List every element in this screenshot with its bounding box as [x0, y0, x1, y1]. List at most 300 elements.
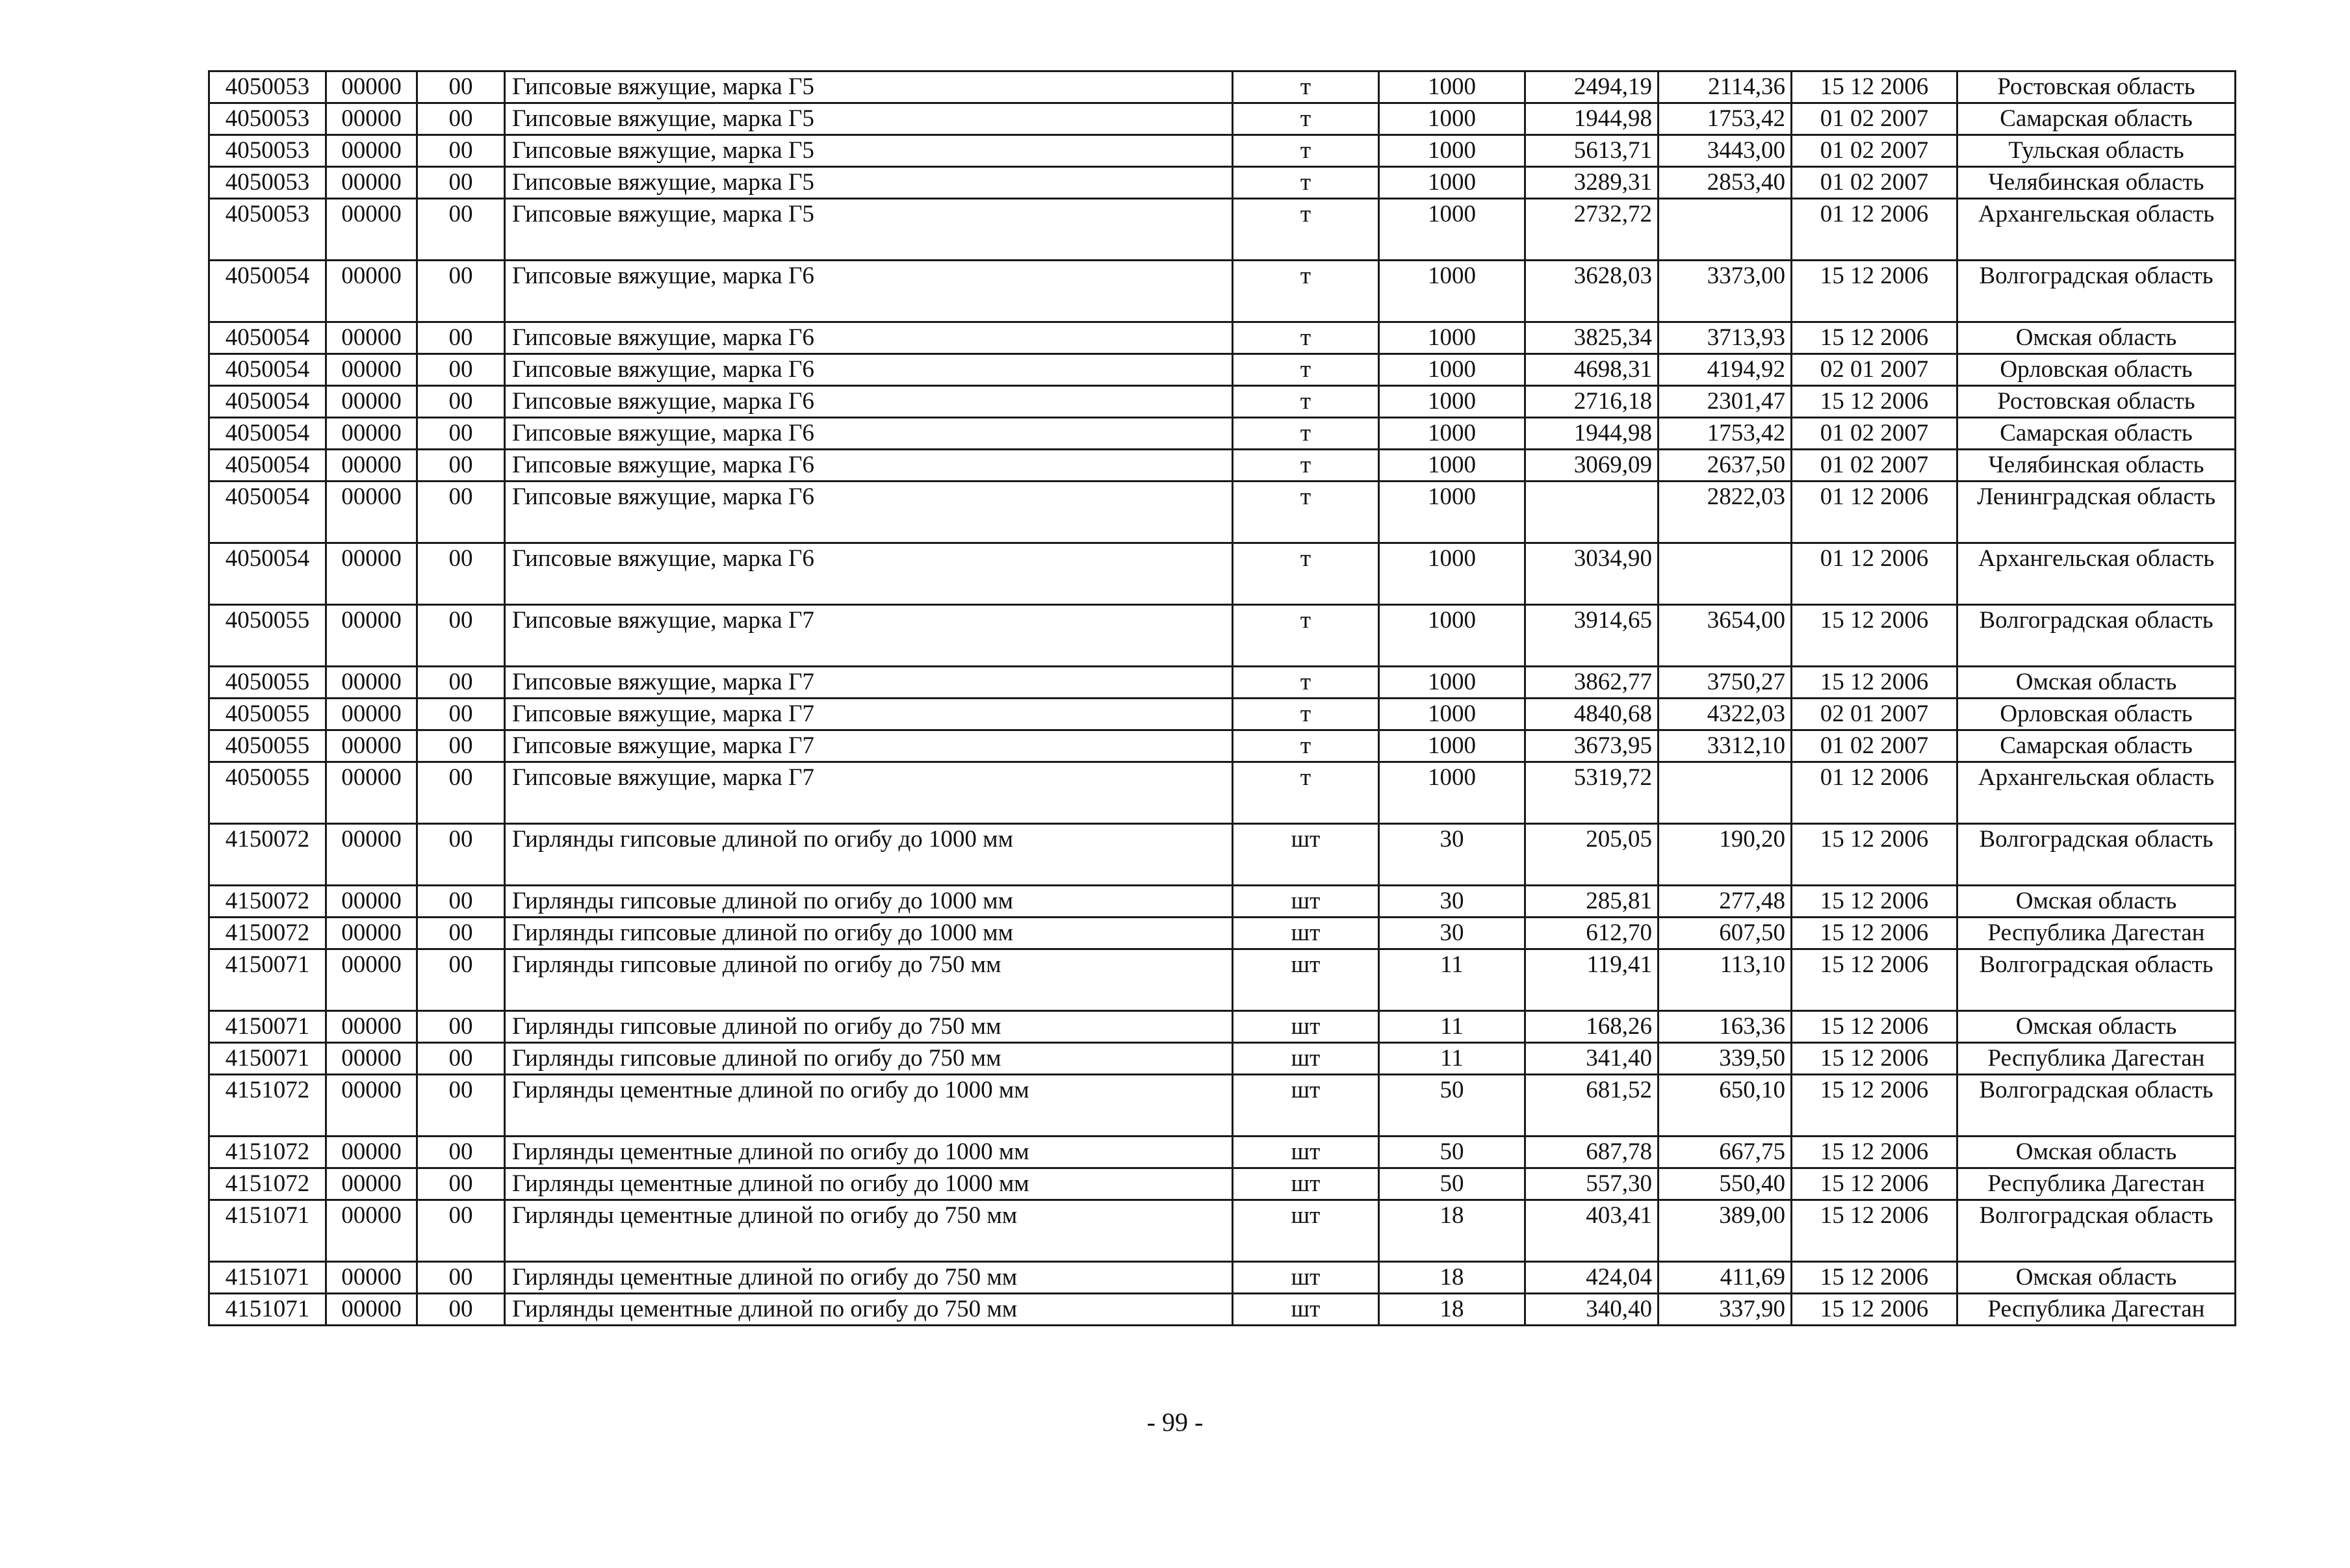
page-number: - 99 -: [1146, 1407, 1204, 1437]
unit-cell: т: [1233, 386, 1379, 418]
sub-code2-cell: 00: [417, 667, 505, 699]
sub-code2-cell: 00: [417, 1262, 505, 1294]
item-name-cell: Гипсовые вяжущие, марка Г6: [505, 261, 1233, 322]
price-cell: 3628,03: [1525, 261, 1659, 322]
region-cell: Омская область: [1957, 1262, 2236, 1294]
date-cell: 15 12 2006: [1792, 1137, 1957, 1168]
price-alt-cell: [1659, 543, 1792, 605]
quantity-cell: 1000: [1379, 354, 1525, 386]
item-name-cell: Гирлянды цементные длиной по огибу до 750 мм: [505, 1262, 1233, 1294]
price-alt-cell: 3750,27: [1659, 667, 1792, 699]
price-alt-cell: 667,75: [1659, 1137, 1792, 1168]
sub-code-cell: 00000: [326, 667, 417, 699]
unit-cell: т: [1233, 261, 1379, 322]
price-cell: 5319,72: [1525, 762, 1659, 824]
date-cell: 15 12 2006: [1792, 261, 1957, 322]
table-row: [209, 135, 2236, 167]
price-cell: 341,40: [1525, 1043, 1659, 1075]
item-code-cell: 4050055: [209, 667, 326, 699]
region-cell: Ленинградская область: [1957, 482, 2236, 543]
sub-code2-cell: 00: [417, 135, 505, 167]
item-name-cell: Гирлянды цементные длиной по огибу до 1000 мм: [505, 1075, 1233, 1137]
price-alt-cell: 163,36: [1659, 1011, 1792, 1043]
price-cell: 285,81: [1525, 886, 1659, 918]
date-cell: 15 12 2006: [1792, 1262, 1957, 1294]
item-name-cell: Гирлянды цементные длиной по огибу до 1000 мм: [505, 1137, 1233, 1168]
item-code-cell: 4150072: [209, 886, 326, 918]
item-code-cell: 4050054: [209, 418, 326, 450]
unit-cell: т: [1233, 667, 1379, 699]
region-cell: Ростовская область: [1957, 71, 2236, 103]
table-row: [209, 167, 2236, 199]
date-cell: 15 12 2006: [1792, 1168, 1957, 1200]
sub-code2-cell: 00: [417, 1200, 505, 1262]
item-code-cell: 4151071: [209, 1262, 326, 1294]
price-cell: 205,05: [1525, 824, 1659, 886]
sub-code2-cell: 00: [417, 730, 505, 762]
item-name-cell: Гирлянды гипсовые длиной по огибу до 750 мм: [505, 949, 1233, 1011]
table-row: [209, 450, 2236, 482]
price-table: [208, 70, 2236, 1326]
table-row: [209, 418, 2236, 450]
item-name-cell: Гипсовые вяжущие, марка Г7: [505, 762, 1233, 824]
region-cell: Ростовская область: [1957, 386, 2236, 418]
price-alt-cell: 550,40: [1659, 1168, 1792, 1200]
sub-code-cell: 00000: [326, 1075, 417, 1137]
sub-code-cell: 00000: [326, 354, 417, 386]
table-row: [209, 71, 2236, 103]
sub-code2-cell: 00: [417, 103, 505, 135]
sub-code2-cell: 00: [417, 167, 505, 199]
item-name-cell: Гипсовые вяжущие, марка Г6: [505, 482, 1233, 543]
region-cell: Омская область: [1957, 886, 2236, 918]
table-row: [209, 605, 2236, 667]
sub-code-cell: 00000: [326, 450, 417, 482]
region-cell: Самарская область: [1957, 730, 2236, 762]
quantity-cell: 1000: [1379, 605, 1525, 667]
unit-cell: т: [1233, 762, 1379, 824]
quantity-cell: 30: [1379, 824, 1525, 886]
table-row: [209, 103, 2236, 135]
price-cell: 424,04: [1525, 1262, 1659, 1294]
item-name-cell: Гирлянды цементные длиной по огибу до 750 мм: [505, 1200, 1233, 1262]
unit-cell: шт: [1233, 1075, 1379, 1137]
item-name-cell: Гирлянды гипсовые длиной по огибу до 750 мм: [505, 1011, 1233, 1043]
quantity-cell: 1000: [1379, 482, 1525, 543]
unit-cell: т: [1233, 450, 1379, 482]
price-cell: 2732,72: [1525, 199, 1659, 261]
sub-code2-cell: 00: [417, 1137, 505, 1168]
item-code-cell: 4050053: [209, 71, 326, 103]
table-row: [209, 354, 2236, 386]
date-cell: 15 12 2006: [1792, 1075, 1957, 1137]
item-code-cell: 4151072: [209, 1075, 326, 1137]
sub-code2-cell: 00: [417, 354, 505, 386]
sub-code-cell: 00000: [326, 1011, 417, 1043]
region-cell: Челябинская область: [1957, 450, 2236, 482]
quantity-cell: 1000: [1379, 418, 1525, 450]
quantity-cell: 1000: [1379, 322, 1525, 354]
unit-cell: шт: [1233, 949, 1379, 1011]
price-alt-cell: [1659, 762, 1792, 824]
date-cell: 02 01 2007: [1792, 699, 1957, 730]
date-cell: 15 12 2006: [1792, 667, 1957, 699]
item-name-cell: Гирлянды гипсовые длиной по огибу до 1000 мм: [505, 918, 1233, 949]
date-cell: 01 02 2007: [1792, 450, 1957, 482]
region-cell: Волгоградская область: [1957, 1200, 2236, 1262]
sub-code2-cell: 00: [417, 71, 505, 103]
item-name-cell: Гирлянды гипсовые длиной по огибу до 1000 мм: [505, 886, 1233, 918]
unit-cell: т: [1233, 605, 1379, 667]
date-cell: 15 12 2006: [1792, 1011, 1957, 1043]
item-name-cell: Гипсовые вяжущие, марка Г5: [505, 135, 1233, 167]
sub-code-cell: 00000: [326, 543, 417, 605]
quantity-cell: 18: [1379, 1262, 1525, 1294]
quantity-cell: 1000: [1379, 103, 1525, 135]
price-cell: 4698,31: [1525, 354, 1659, 386]
sub-code-cell: 00000: [326, 605, 417, 667]
item-code-cell: 4150071: [209, 949, 326, 1011]
price-alt-cell: 4194,92: [1659, 354, 1792, 386]
price-cell: 687,78: [1525, 1137, 1659, 1168]
item-name-cell: Гипсовые вяжущие, марка Г5: [505, 167, 1233, 199]
quantity-cell: 11: [1379, 949, 1525, 1011]
item-name-cell: Гипсовые вяжущие, марка Г6: [505, 322, 1233, 354]
sub-code-cell: 00000: [326, 1168, 417, 1200]
date-cell: 15 12 2006: [1792, 824, 1957, 886]
quantity-cell: 1000: [1379, 386, 1525, 418]
quantity-cell: 1000: [1379, 167, 1525, 199]
sub-code-cell: 00000: [326, 1200, 417, 1262]
price-alt-cell: 2114,36: [1659, 71, 1792, 103]
table-row: [209, 1200, 2236, 1262]
table-row: [209, 1075, 2236, 1137]
region-cell: Волгоградская область: [1957, 949, 2236, 1011]
sub-code2-cell: 00: [417, 1075, 505, 1137]
region-cell: Республика Дагестан: [1957, 918, 2236, 949]
date-cell: 01 02 2007: [1792, 730, 1957, 762]
item-code-cell: 4050053: [209, 199, 326, 261]
item-name-cell: Гипсовые вяжущие, марка Г5: [505, 199, 1233, 261]
item-code-cell: 4050055: [209, 699, 326, 730]
item-name-cell: Гипсовые вяжущие, марка Г6: [505, 450, 1233, 482]
item-code-cell: 4050054: [209, 322, 326, 354]
table-body: [209, 71, 2236, 1326]
date-cell: 15 12 2006: [1792, 605, 1957, 667]
price-alt-cell: 277,48: [1659, 886, 1792, 918]
unit-cell: т: [1233, 199, 1379, 261]
sub-code-cell: 00000: [326, 1262, 417, 1294]
table-row: [209, 667, 2236, 699]
unit-cell: т: [1233, 135, 1379, 167]
date-cell: 01 12 2006: [1792, 543, 1957, 605]
item-name-cell: Гирлянды гипсовые длиной по огибу до 750 мм: [505, 1043, 1233, 1075]
unit-cell: т: [1233, 418, 1379, 450]
sub-code-cell: 00000: [326, 322, 417, 354]
price-alt-cell: 3713,93: [1659, 322, 1792, 354]
price-cell: 3862,77: [1525, 667, 1659, 699]
price-cell: 2494,19: [1525, 71, 1659, 103]
region-cell: Республика Дагестан: [1957, 1168, 2236, 1200]
price-cell: 3289,31: [1525, 167, 1659, 199]
sub-code2-cell: 00: [417, 1043, 505, 1075]
date-cell: 01 02 2007: [1792, 103, 1957, 135]
sub-code2-cell: 00: [417, 949, 505, 1011]
quantity-cell: 18: [1379, 1294, 1525, 1326]
region-cell: Республика Дагестан: [1957, 1043, 2236, 1075]
table-row: [209, 543, 2236, 605]
region-cell: Омская область: [1957, 322, 2236, 354]
price-cell: 403,41: [1525, 1200, 1659, 1262]
sub-code2-cell: 00: [417, 886, 505, 918]
item-code-cell: 4050055: [209, 762, 326, 824]
date-cell: 15 12 2006: [1792, 386, 1957, 418]
sub-code2-cell: 00: [417, 261, 505, 322]
item-code-cell: 4050054: [209, 354, 326, 386]
sub-code-cell: 00000: [326, 71, 417, 103]
table-row: [209, 1137, 2236, 1168]
item-name-cell: Гипсовые вяжущие, марка Г7: [505, 699, 1233, 730]
region-cell: Орловская область: [1957, 699, 2236, 730]
quantity-cell: 50: [1379, 1137, 1525, 1168]
quantity-cell: 11: [1379, 1043, 1525, 1075]
quantity-cell: 50: [1379, 1168, 1525, 1200]
unit-cell: т: [1233, 482, 1379, 543]
sub-code2-cell: 00: [417, 762, 505, 824]
price-alt-cell: 339,50: [1659, 1043, 1792, 1075]
table-row: [209, 949, 2236, 1011]
quantity-cell: 30: [1379, 886, 1525, 918]
sub-code2-cell: 00: [417, 199, 505, 261]
sub-code-cell: 00000: [326, 886, 417, 918]
price-alt-cell: 650,10: [1659, 1075, 1792, 1137]
item-code-cell: 4150071: [209, 1011, 326, 1043]
table-row: [209, 482, 2236, 543]
price-alt-cell: 607,50: [1659, 918, 1792, 949]
date-cell: 15 12 2006: [1792, 1294, 1957, 1326]
price-alt-cell: 411,69: [1659, 1262, 1792, 1294]
table-row: [209, 918, 2236, 949]
unit-cell: т: [1233, 354, 1379, 386]
date-cell: 01 02 2007: [1792, 167, 1957, 199]
quantity-cell: 1000: [1379, 199, 1525, 261]
item-name-cell: Гипсовые вяжущие, марка Г6: [505, 386, 1233, 418]
item-name-cell: Гирлянды гипсовые длиной по огибу до 1000 мм: [505, 824, 1233, 886]
quantity-cell: 1000: [1379, 543, 1525, 605]
item-code-cell: 4050054: [209, 386, 326, 418]
price-cell: 168,26: [1525, 1011, 1659, 1043]
sub-code-cell: 00000: [326, 699, 417, 730]
region-cell: Омская область: [1957, 1011, 2236, 1043]
quantity-cell: 1000: [1379, 135, 1525, 167]
table-row: [209, 1262, 2236, 1294]
sub-code2-cell: 00: [417, 418, 505, 450]
price-alt-cell: 2637,50: [1659, 450, 1792, 482]
sub-code2-cell: 00: [417, 322, 505, 354]
item-code-cell: 4150072: [209, 824, 326, 886]
table-row: [209, 322, 2236, 354]
item-name-cell: Гипсовые вяжущие, марка Г6: [505, 418, 1233, 450]
item-name-cell: Гипсовые вяжущие, марка Г5: [505, 71, 1233, 103]
sub-code-cell: 00000: [326, 824, 417, 886]
item-name-cell: Гирлянды цементные длиной по огибу до 750 мм: [505, 1294, 1233, 1326]
table-row: [209, 886, 2236, 918]
region-cell: Тульская область: [1957, 135, 2236, 167]
region-cell: Челябинская область: [1957, 167, 2236, 199]
region-cell: Волгоградская область: [1957, 605, 2236, 667]
table-row: [209, 1168, 2236, 1200]
price-alt-cell: 2301,47: [1659, 386, 1792, 418]
item-name-cell: Гипсовые вяжущие, марка Г7: [505, 730, 1233, 762]
item-name-cell: Гипсовые вяжущие, марка Г6: [505, 354, 1233, 386]
price-alt-cell: 3312,10: [1659, 730, 1792, 762]
price-alt-cell: 3443,00: [1659, 135, 1792, 167]
price-cell: 3069,09: [1525, 450, 1659, 482]
table-row: [209, 261, 2236, 322]
price-cell: 2716,18: [1525, 386, 1659, 418]
item-code-cell: 4050053: [209, 167, 326, 199]
price-cell: 1944,98: [1525, 418, 1659, 450]
unit-cell: шт: [1233, 1137, 1379, 1168]
date-cell: 15 12 2006: [1792, 886, 1957, 918]
item-name-cell: Гипсовые вяжущие, марка Г7: [505, 667, 1233, 699]
price-cell: 3825,34: [1525, 322, 1659, 354]
date-cell: 01 02 2007: [1792, 135, 1957, 167]
price-alt-cell: 113,10: [1659, 949, 1792, 1011]
region-cell: Самарская область: [1957, 103, 2236, 135]
price-cell: 4840,68: [1525, 699, 1659, 730]
region-cell: Волгоградская область: [1957, 824, 2236, 886]
quantity-cell: 1000: [1379, 762, 1525, 824]
sub-code2-cell: 00: [417, 482, 505, 543]
item-code-cell: 4151071: [209, 1200, 326, 1262]
table-row: [209, 1294, 2236, 1326]
price-alt-cell: 3654,00: [1659, 605, 1792, 667]
date-cell: 02 01 2007: [1792, 354, 1957, 386]
price-alt-cell: 2853,40: [1659, 167, 1792, 199]
sub-code-cell: 00000: [326, 918, 417, 949]
unit-cell: т: [1233, 699, 1379, 730]
region-cell: Орловская область: [1957, 354, 2236, 386]
sub-code-cell: 00000: [326, 1137, 417, 1168]
date-cell: 01 12 2006: [1792, 482, 1957, 543]
date-cell: 15 12 2006: [1792, 322, 1957, 354]
date-cell: 15 12 2006: [1792, 1200, 1957, 1262]
price-cell: 5613,71: [1525, 135, 1659, 167]
quantity-cell: 1000: [1379, 450, 1525, 482]
quantity-cell: 50: [1379, 1075, 1525, 1137]
date-cell: 15 12 2006: [1792, 949, 1957, 1011]
unit-cell: т: [1233, 167, 1379, 199]
unit-cell: шт: [1233, 1043, 1379, 1075]
date-cell: 01 02 2007: [1792, 418, 1957, 450]
region-cell: Волгоградская область: [1957, 261, 2236, 322]
item-name-cell: Гипсовые вяжущие, марка Г6: [505, 543, 1233, 605]
table-row: [209, 699, 2236, 730]
item-code-cell: 4050054: [209, 450, 326, 482]
item-code-cell: 4150071: [209, 1043, 326, 1075]
price-cell: 119,41: [1525, 949, 1659, 1011]
item-name-cell: Гипсовые вяжущие, марка Г7: [505, 605, 1233, 667]
price-alt-cell: 4322,03: [1659, 699, 1792, 730]
sub-code-cell: 00000: [326, 167, 417, 199]
region-cell: Омская область: [1957, 1137, 2236, 1168]
price-alt-cell: 1753,42: [1659, 103, 1792, 135]
sub-code-cell: 00000: [326, 1043, 417, 1075]
sub-code2-cell: 00: [417, 918, 505, 949]
item-name-cell: Гипсовые вяжущие, марка Г5: [505, 103, 1233, 135]
unit-cell: т: [1233, 103, 1379, 135]
sub-code2-cell: 00: [417, 450, 505, 482]
item-code-cell: 4050053: [209, 135, 326, 167]
item-code-cell: 4151072: [209, 1168, 326, 1200]
sub-code2-cell: 00: [417, 1168, 505, 1200]
price-alt-cell: 337,90: [1659, 1294, 1792, 1326]
sub-code-cell: 00000: [326, 482, 417, 543]
price-cell: 3673,95: [1525, 730, 1659, 762]
region-cell: Республика Дагестан: [1957, 1294, 2236, 1326]
price-cell: 681,52: [1525, 1075, 1659, 1137]
quantity-cell: 1000: [1379, 667, 1525, 699]
region-cell: Волгоградская область: [1957, 1075, 2236, 1137]
price-cell: 3914,65: [1525, 605, 1659, 667]
price-alt-cell: 1753,42: [1659, 418, 1792, 450]
unit-cell: т: [1233, 71, 1379, 103]
sub-code2-cell: 00: [417, 1294, 505, 1326]
unit-cell: шт: [1233, 1200, 1379, 1262]
sub-code2-cell: 00: [417, 386, 505, 418]
region-cell: Архангельская область: [1957, 762, 2236, 824]
item-code-cell: 4050054: [209, 543, 326, 605]
sub-code-cell: 00000: [326, 103, 417, 135]
sub-code-cell: 00000: [326, 261, 417, 322]
sub-code-cell: 00000: [326, 730, 417, 762]
date-cell: 15 12 2006: [1792, 1043, 1957, 1075]
price-cell: 557,30: [1525, 1168, 1659, 1200]
item-code-cell: 4050053: [209, 103, 326, 135]
quantity-cell: 1000: [1379, 261, 1525, 322]
price-alt-cell: 389,00: [1659, 1200, 1792, 1262]
price-cell: 340,40: [1525, 1294, 1659, 1326]
region-cell: Самарская область: [1957, 418, 2236, 450]
item-code-cell: 4050054: [209, 482, 326, 543]
price-cell: 1944,98: [1525, 103, 1659, 135]
quantity-cell: 30: [1379, 918, 1525, 949]
price-alt-cell: 190,20: [1659, 824, 1792, 886]
item-code-cell: 4151072: [209, 1137, 326, 1168]
region-cell: Архангельская область: [1957, 199, 2236, 261]
price-cell: 612,70: [1525, 918, 1659, 949]
table-row: [209, 386, 2236, 418]
sub-code-cell: 00000: [326, 135, 417, 167]
unit-cell: шт: [1233, 1262, 1379, 1294]
table-row: [209, 730, 2236, 762]
table-row: [209, 1043, 2236, 1075]
unit-cell: т: [1233, 730, 1379, 762]
sub-code-cell: 00000: [326, 762, 417, 824]
table-row: [209, 824, 2236, 886]
unit-cell: шт: [1233, 918, 1379, 949]
region-cell: Архангельская область: [1957, 543, 2236, 605]
item-code-cell: 4150072: [209, 918, 326, 949]
quantity-cell: 1000: [1379, 730, 1525, 762]
sub-code-cell: 00000: [326, 1294, 417, 1326]
table-row: [209, 1011, 2236, 1043]
unit-cell: шт: [1233, 886, 1379, 918]
sub-code2-cell: 00: [417, 543, 505, 605]
sub-code2-cell: 00: [417, 699, 505, 730]
quantity-cell: 18: [1379, 1200, 1525, 1262]
